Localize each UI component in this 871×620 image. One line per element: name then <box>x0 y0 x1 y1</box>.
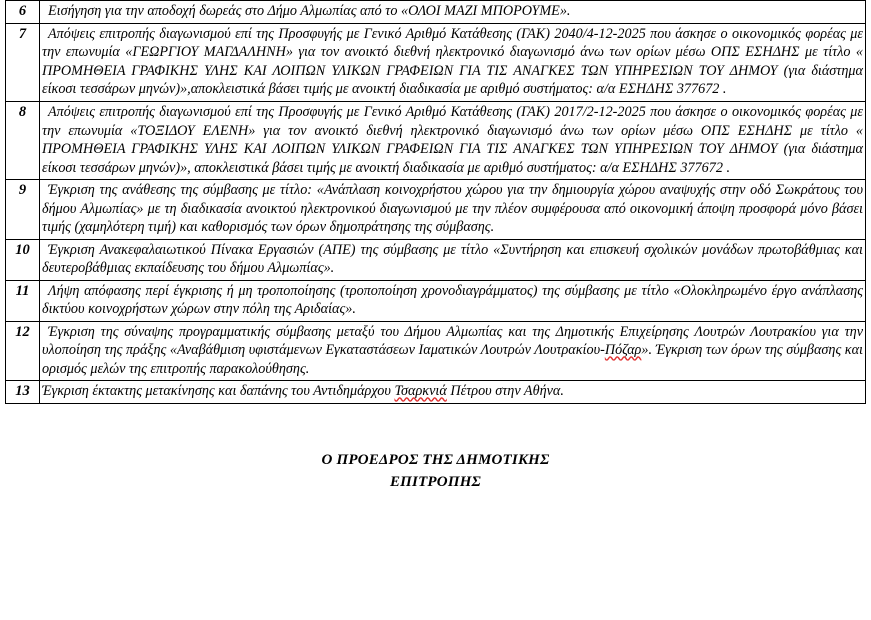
row-number-cell: 13 <box>6 381 40 404</box>
row-number-cell: 8 <box>6 101 40 179</box>
spellcheck-error-word: Τσαρκνιά <box>394 383 447 400</box>
row-text: Έγκριση της σύναψης προγραμματικής σύμβασης μεταξύ του Δήμου Αλμωπίας και της Δημοτικής Επιχείρησης Λουτρών Λουτρακίου για την υλοποίηση της πράξης «Αναβάθμιση υφιστάμενων Εγκαταστάσεων Ιαματικών Λουτρών Λουτρακίου-Πόζαρ». Έγκριση των όρων της σύμβασης και ορισμός μελών της επιτροπής παρακολούθησης. <box>42 323 863 377</box>
row-text-cell <box>40 280 866 321</box>
row-text-cell <box>40 1 866 24</box>
row-text-cell <box>40 321 866 381</box>
row-number-cell: 10 <box>6 239 40 280</box>
row-number-cell: 7 <box>6 23 40 101</box>
row-text-cell <box>40 180 866 240</box>
table-row <box>6 239 866 280</box>
row-text: Έγκριση Ανακεφαλαιωτικού Πίνακα Εργασιών (ΑΠΕ) της σύμβασης με τίτλο «Συντήρηση και επισκευή σχολικών μονάδων πρωτοβάθμιας και δευτεροβάθμιας εκπαίδευσης του δήμου Αλμωπίας». <box>42 241 863 277</box>
row-text: Λήψη απόφασης περί έγκρισης ή μη τροποποίησης (τροποποίηση χρονοδιαγράμματος) της σύμβασης με τίτλο «Ολοκληρωμένο έργο ανάπλασης δικτύου κοινοχρήστων χώρων στην πόλη της Αριδαίας». <box>42 282 863 318</box>
table-row <box>6 1 866 24</box>
row-text-cell <box>40 239 866 280</box>
signature-block <box>0 450 871 493</box>
table-row <box>6 321 866 381</box>
table-row <box>6 23 866 101</box>
table-row <box>6 280 866 321</box>
agenda-table <box>5 0 866 404</box>
row-text: Έγκριση της ανάθεσης της σύμβασης με τίτλο: «Ανάπλαση κοινοχρήστου χώρου για την δημιουργία χώρου αναψυχής στην οδό Σωκράτους του δήμου Αλμωπίας» με τη διαδικασία ανοικτού ηλεκτρονικού διαγωνισμού με την πλέον συμφέρουσα από οικονομική άποψη προσφορά μόνο βάσει τιμής (χαμηλότερη τιμή) και καθορισμός των όρων δημοπράτησης της σύμβασης. <box>42 182 863 236</box>
agenda-table-body <box>6 1 866 404</box>
table-row <box>6 381 866 404</box>
row-text-cell <box>40 101 866 179</box>
row-text: Απόψεις επιτροπής διαγωνισμού επί της Προσφυγής με Γενικό Αριθμό Κατάθεσης (ΓΑΚ) 2017/2-12-2025 που άσκησε ο οικονομικός φορέας με την επωνυμία «ΤΟΞΙΔΟΥ ΕΛΕΝΗ» για τον ανοικτό διεθνή ηλεκτρονικό διαγωνισμό άνω των ορίων μέσω ΟΠΣ ΕΣΗΔΗΣ με τίτλο « ΠΡΟΜΗΘΕΙΑ ΓΡΑΦΙΚΗΣ ΥΛΗΣ ΚΑΙ ΛΟΙΠΩΝ ΥΛΙΚΩΝ ΓΡΑΦΕΙΩΝ ΓΙΑ ΤΙΣ ΑΝΑΓΚΕΣ ΤΩΝ ΥΠΗΡΕΣΙΩΝ ΤΟΥ ΔΗΜΟΥ (για διάστημα είκοσι τεσσάρων μηνών)», αποκλειστικά βάσει τιμής με ανοικτή διαδικασία με αριθμό συστήματος: α/α ΕΣΗΔΗΣ 377672 . <box>42 103 863 176</box>
table-row <box>6 180 866 240</box>
row-text-cell <box>40 381 866 404</box>
row-text: Εισήγηση για την αποδοχή δωρεάς στο Δήμο Αλμωπίας από το «ΟΛΟΙ ΜΑΖΙ ΜΠΟΡΟΥΜΕ». <box>48 3 571 19</box>
row-number-cell: 12 <box>6 321 40 381</box>
signature-line-1: Ο ΠΡΟΕΔΡΟΣ ΤΗΣ ΔΗΜΟΤΙΚΗΣ <box>321 452 550 469</box>
row-text-cell <box>40 23 866 101</box>
row-number-cell: 6 <box>6 1 40 24</box>
row-text: Έγκριση έκτακτης μετακίνησης και δαπάνης του Αντιδημάρχου Τσαρκνιά Πέτρου στην Αθήνα. <box>42 383 564 400</box>
signature-line-2: ΕΠΙΤΡΟΠΗΣ <box>389 473 482 490</box>
table-row <box>6 101 866 179</box>
row-number-cell: 9 <box>6 180 40 240</box>
row-text: Απόψεις επιτροπής διαγωνισμού επί της Προσφυγής με Γενικό Αριθμό Κατάθεσης (ΓΑΚ) 2040/4-12-2025 που άσκησε ο οικονομικός φορέας με την επωνυμία «ΓΕΩΡΓΙΟΥ ΜΑΓΔΑΛΗΝΗ» για τον ανοικτό διεθνή ηλεκτρονικό διαγωνισμό άνω των ορίων μέσω ΟΠΣ ΕΣΗΔΗΣ με τίτλο « ΠΡΟΜΗΘΕΙΑ ΓΡΑΦΙΚΗΣ ΥΛΗΣ ΚΑΙ ΛΟΙΠΩΝ ΥΛΙΚΩΝ ΓΡΑΦΕΙΩΝ ΓΙΑ ΤΙΣ ΑΝΑΓΚΕΣ ΤΩΝ ΥΠΗΡΕΣΙΩΝ ΤΟΥ ΔΗΜΟΥ (για διάστημα είκοσι τεσσάρων μηνών)»,αποκλειστικά βάσει τιμής με ανοικτή διαδικασία με αριθμό συστήματος: α/α ΕΣΗΔΗΣ 377672 . <box>42 25 863 98</box>
row-number-cell: 11 <box>6 280 40 321</box>
spellcheck-error-word: Πόζαρ <box>604 342 642 359</box>
